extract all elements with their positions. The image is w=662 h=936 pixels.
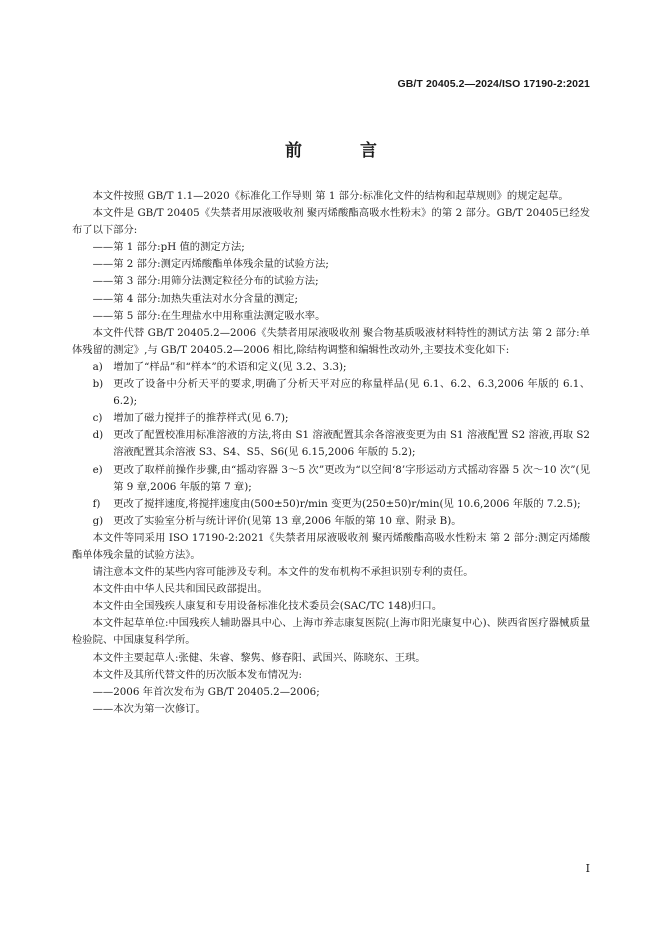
change-label: f) — [92, 497, 101, 510]
list-item: ——第 1 部分:pH 值的测定方法; — [92, 241, 245, 254]
list-item: ——第 4 部分:加热失重法对水分含量的测定; — [92, 292, 298, 305]
change-label: d) — [92, 429, 104, 442]
paragraph: 本文件按照 GB/T 1.1—2020《标准化工作导则 第 1 部分:标准化文件的结构和起草规则》的规定起草。 — [92, 190, 569, 202]
list-item: ——本次为第一次修订。 — [92, 702, 206, 715]
list-item: ——第 5 部分:在生理盐水中用称重法测定吸水率。 — [92, 309, 326, 322]
change-item — [72, 462, 590, 496]
list-item: ——第 3 部分:用筛分法测定粒径分布的试验方法; — [92, 275, 319, 288]
paragraph: 本文件代替 GB/T 20405.2—2006《失禁者用尿液吸收剂 聚合物基质吸液材料特性的测试方法 第 2 部分:单体残留的测定》,与 GB/T 20405.2—2006 相比,除结构调整和编辑性改动外,主要技术变化如下: — [72, 326, 590, 356]
change-text: 增加了“样品”和“样本”的术语和定义(见 3.2、3.3); — [113, 360, 347, 373]
change-label: e) — [92, 463, 103, 476]
paragraph: 本文件由全国残疾人康复和专用设备标准化技术委员会(SAC/TC 148)归口。 — [92, 600, 443, 613]
change-item — [72, 359, 590, 376]
paragraph: 本文件起草单位:中国残疾人辅助器具中心、上海市养志康复医院(上海市阳光康复中心)、陕西省医疗器械质量检验院、中国康复科学所。 — [72, 617, 590, 647]
change-label: c) — [92, 412, 103, 425]
paragraph: 请注意本文件的某些内容可能涉及专利。本文件的发布机构不承担识别专利的责任。 — [92, 566, 474, 579]
change-text: 更改了取样前操作步骤,由“摇动容器 3～5 次”更改为“以空间‘8’字形运动方式摇动容器 5 次～10 次”(见第 9 章,2006 年版的第 7 章); — [113, 463, 590, 493]
page-title: 前 言 — [285, 141, 403, 161]
change-item — [72, 376, 590, 410]
change-item — [72, 410, 590, 427]
list-item: ——第 2 部分:测定丙烯酸酯单体残余量的试验方法; — [92, 258, 329, 271]
paragraph: 本文件由中华人民共和国民政部提出。 — [92, 583, 268, 596]
change-item — [72, 496, 590, 513]
change-text: 更改了实验室分析与统计评价(见第 13 章,2006 年版的第 10 章、附录 B)。 — [113, 514, 462, 527]
change-text: 更改了配置校准用标准溶液的方法,将由 S1 溶液配置其余各溶液变更为由 S1 溶液配置 S2 溶液,再取 S2 溶液配置其余溶液 S3、S4、S5、S6(见 6.15,2006 年版的 5.2); — [113, 429, 590, 459]
standard-number: GB/T 20405.2—2024/ISO 17190-2:2021 — [397, 78, 590, 90]
change-label: a) — [92, 360, 103, 373]
change-text: 更改了搅拌速度,将搅拌速度由(500±50)r/min 变更为(250±50)r/min(见 10.6,2006 年版的 7.2.5); — [113, 497, 581, 510]
change-item — [72, 513, 590, 530]
list-item: ——2006 年首次发布为 GB/T 20405.2—2006; — [92, 685, 320, 698]
paragraph: 本文件主要起草人:张健、朱睿、黎隽、修春阳、武国兴、陈晓东、王琪。 — [92, 651, 426, 664]
paragraph: 本文件是 GB/T 20405《失禁者用尿液吸收剂 聚丙烯酸酯高吸水性粉末》的第 2 部分。GB/T 20405已经发布了以下部分: — [72, 207, 590, 237]
change-text: 更改了设备中分析天平的要求,明确了分析天平对应的称量样品(见 6.1、6.2、6.3,2006 年版的 6.1、6.2); — [113, 378, 590, 408]
paragraph: 本文件及其所代替文件的历次版本发布情况为: — [92, 668, 302, 681]
change-item — [72, 427, 590, 461]
change-label: g) — [92, 514, 104, 527]
change-label: b) — [92, 378, 104, 391]
document-body — [72, 188, 590, 718]
change-text: 增加了磁力搅拌子的推荐样式(见 6.7); — [113, 412, 289, 425]
page-number: I — [585, 862, 590, 875]
paragraph: 本文件等同采用 ISO 17190-2:2021《失禁者用尿液吸收剂 聚丙烯酸酯高吸水性粉末 第 2 部分:测定丙烯酸酯单体残余量的试验方法》。 — [72, 531, 590, 561]
